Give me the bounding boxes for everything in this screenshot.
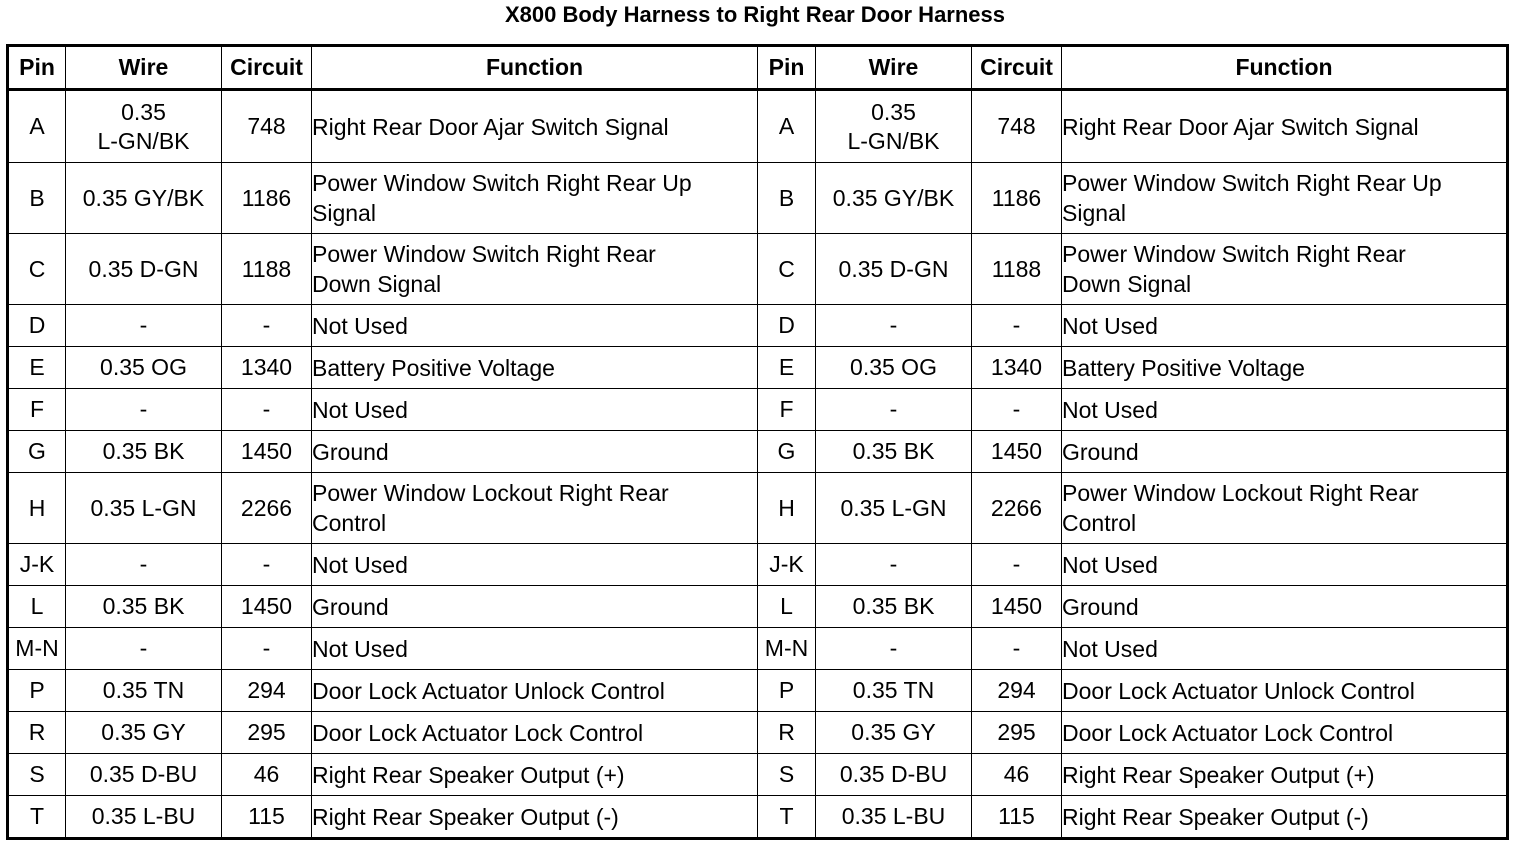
circuit-cell: -	[222, 544, 312, 586]
circuit-cell: -	[222, 389, 312, 431]
pin-cell: B	[758, 163, 816, 234]
table-row	[8, 544, 1508, 586]
table-row	[8, 586, 1508, 628]
pin-cell: M-N	[758, 628, 816, 670]
page-title: X800 Body Harness to Right Rear Door Harness	[504, 2, 1006, 27]
header-wire: Wire	[66, 46, 222, 90]
function-cell: Ground	[312, 586, 758, 628]
circuit-cell: -	[222, 305, 312, 347]
function-line: Power Window Switch Right Rear	[312, 241, 656, 267]
circuit-cell: 1188	[972, 234, 1062, 305]
circuit-cell: 1186	[972, 163, 1062, 234]
wire-cell: 0.35 GY	[66, 712, 222, 754]
wire-cell: -	[66, 389, 222, 431]
wire-cell: -	[816, 305, 972, 347]
circuit-cell: 2266	[972, 473, 1062, 544]
wire-cell: 0.35 L-GN	[816, 473, 972, 544]
wire-cell: 0.35 OG	[816, 347, 972, 389]
function-cell: Not Used	[1062, 389, 1508, 431]
wire-cell: -	[816, 389, 972, 431]
pin-cell: A	[758, 90, 816, 163]
table-row	[8, 305, 1508, 347]
circuit-cell: 1450	[222, 586, 312, 628]
table-row	[8, 163, 1508, 234]
function-cell	[1062, 163, 1508, 234]
function-cell	[312, 234, 758, 305]
function-cell: Not Used	[1062, 544, 1508, 586]
pin-cell: L	[8, 586, 66, 628]
circuit-cell: -	[972, 389, 1062, 431]
table-row	[8, 754, 1508, 796]
function-cell: Not Used	[312, 389, 758, 431]
wire-cell: 0.35 D-BU	[66, 754, 222, 796]
function-line: Power Window Switch Right Rear Up	[312, 170, 692, 196]
pin-cell: G	[758, 431, 816, 473]
wire-cell	[66, 90, 222, 163]
circuit-cell: 748	[222, 90, 312, 163]
function-cell: Battery Positive Voltage	[1062, 347, 1508, 389]
pin-cell: B	[8, 163, 66, 234]
function-cell: Door Lock Actuator Unlock Control	[1062, 670, 1508, 712]
wire-line: 0.35	[871, 98, 916, 125]
wire-cell: 0.35 D-BU	[816, 754, 972, 796]
pin-cell: H	[758, 473, 816, 544]
header-function: Function	[312, 46, 758, 90]
circuit-cell: 115	[972, 796, 1062, 839]
function-cell	[312, 473, 758, 544]
function-cell: Right Rear Speaker Output (-)	[1062, 796, 1508, 839]
function-cell	[1062, 234, 1508, 305]
function-cell: Not Used	[312, 305, 758, 347]
pin-cell: F	[8, 389, 66, 431]
circuit-cell: 1340	[222, 347, 312, 389]
header-pin: Pin	[8, 46, 66, 90]
wire-cell: -	[66, 544, 222, 586]
wire-cell: 0.35 GY/BK	[66, 163, 222, 234]
wire-cell: 0.35 L-BU	[816, 796, 972, 839]
table-row	[8, 712, 1508, 754]
function-cell: Right Rear Door Ajar Switch Signal	[312, 90, 758, 163]
function-cell: Not Used	[312, 628, 758, 670]
wire-cell: 0.35 BK	[816, 431, 972, 473]
pinout-table	[6, 44, 1509, 840]
wire-cell: 0.35 TN	[66, 670, 222, 712]
circuit-cell: 295	[972, 712, 1062, 754]
wire-cell: -	[66, 305, 222, 347]
header-function: Function	[1062, 46, 1508, 90]
wire-cell: 0.35 BK	[66, 431, 222, 473]
circuit-cell: 748	[972, 90, 1062, 163]
wire-cell: -	[816, 628, 972, 670]
circuit-cell: 294	[222, 670, 312, 712]
table-row	[8, 796, 1508, 839]
pin-cell: T	[8, 796, 66, 839]
header-circuit: Circuit	[972, 46, 1062, 90]
wire-cell: -	[66, 628, 222, 670]
header-pin: Pin	[758, 46, 816, 90]
table-row	[8, 670, 1508, 712]
circuit-cell: 46	[972, 754, 1062, 796]
table-row	[8, 473, 1508, 544]
circuit-cell: 2266	[222, 473, 312, 544]
wire-cell: 0.35 D-GN	[66, 234, 222, 305]
header-row	[8, 46, 1508, 90]
pin-cell: H	[8, 473, 66, 544]
wire-cell: 0.35 GY	[816, 712, 972, 754]
circuit-cell: 46	[222, 754, 312, 796]
pin-cell: L	[758, 586, 816, 628]
function-cell: Ground	[1062, 586, 1508, 628]
circuit-cell: 1340	[972, 347, 1062, 389]
function-line: Control	[312, 510, 387, 536]
function-cell: Door Lock Actuator Unlock Control	[312, 670, 758, 712]
circuit-cell: 1450	[222, 431, 312, 473]
function-cell: Not Used	[1062, 628, 1508, 670]
circuit-cell: -	[972, 305, 1062, 347]
function-cell	[312, 163, 758, 234]
table-row	[8, 234, 1508, 305]
pin-cell: P	[8, 670, 66, 712]
function-cell: Right Rear Speaker Output (+)	[1062, 754, 1508, 796]
function-cell: Right Rear Door Ajar Switch Signal	[1062, 90, 1508, 163]
wire-cell: 0.35 TN	[816, 670, 972, 712]
wire-cell: 0.35 D-GN	[816, 234, 972, 305]
pin-cell: R	[8, 712, 66, 754]
circuit-cell: 294	[972, 670, 1062, 712]
table-row	[8, 347, 1508, 389]
pin-cell: T	[758, 796, 816, 839]
wire-line: 0.35	[121, 98, 166, 125]
pin-cell: R	[758, 712, 816, 754]
function-cell	[1062, 473, 1508, 544]
function-cell: Door Lock Actuator Lock Control	[1062, 712, 1508, 754]
pin-cell: E	[758, 347, 816, 389]
pin-cell: D	[758, 305, 816, 347]
wire-cell: -	[816, 544, 972, 586]
wire-cell: 0.35 BK	[66, 586, 222, 628]
table-row	[8, 90, 1508, 163]
pin-cell: C	[758, 234, 816, 305]
function-cell: Door Lock Actuator Lock Control	[312, 712, 758, 754]
function-line: Down Signal	[312, 271, 442, 297]
pin-cell: S	[758, 754, 816, 796]
pin-cell: M-N	[8, 628, 66, 670]
wire-line: L-GN/BK	[847, 127, 940, 154]
function-cell: Battery Positive Voltage	[312, 347, 758, 389]
function-cell: Ground	[312, 431, 758, 473]
pin-cell: E	[8, 347, 66, 389]
function-line: Power Window Lockout Right Rear	[1062, 480, 1419, 506]
pin-cell: C	[8, 234, 66, 305]
function-line: Control	[1062, 510, 1137, 536]
table-row	[8, 431, 1508, 473]
circuit-cell: 1450	[972, 431, 1062, 473]
pin-cell: G	[8, 431, 66, 473]
function-cell: Ground	[1062, 431, 1508, 473]
circuit-cell: 1186	[222, 163, 312, 234]
circuit-cell: -	[222, 628, 312, 670]
circuit-cell: 115	[222, 796, 312, 839]
function-line: Signal	[1062, 200, 1126, 226]
pin-cell: F	[758, 389, 816, 431]
header-circuit: Circuit	[222, 46, 312, 90]
header-wire: Wire	[816, 46, 972, 90]
function-line: Power Window Switch Right Rear	[1062, 241, 1406, 267]
function-cell: Right Rear Speaker Output (+)	[312, 754, 758, 796]
pin-cell: J-K	[8, 544, 66, 586]
wire-cell: 0.35 L-GN	[66, 473, 222, 544]
table-row	[8, 389, 1508, 431]
pin-cell: D	[8, 305, 66, 347]
circuit-cell: 1188	[222, 234, 312, 305]
function-line: Power Window Switch Right Rear Up	[1062, 170, 1442, 196]
wire-cell: 0.35 GY/BK	[816, 163, 972, 234]
circuit-cell: 295	[222, 712, 312, 754]
pin-cell: A	[8, 90, 66, 163]
wire-line: L-GN/BK	[97, 127, 190, 154]
wire-cell: 0.35 BK	[816, 586, 972, 628]
pin-cell: J-K	[758, 544, 816, 586]
function-line: Signal	[312, 200, 376, 226]
function-line: Power Window Lockout Right Rear	[312, 480, 669, 506]
pin-cell: S	[8, 754, 66, 796]
wire-cell: 0.35 OG	[66, 347, 222, 389]
pin-cell: P	[758, 670, 816, 712]
function-cell: Not Used	[312, 544, 758, 586]
wire-cell: 0.35 L-BU	[66, 796, 222, 839]
wire-cell	[816, 90, 972, 163]
circuit-cell: -	[972, 544, 1062, 586]
circuit-cell: -	[972, 628, 1062, 670]
function-cell: Not Used	[1062, 305, 1508, 347]
circuit-cell: 1450	[972, 586, 1062, 628]
function-cell: Right Rear Speaker Output (-)	[312, 796, 758, 839]
table-row	[8, 628, 1508, 670]
function-line: Down Signal	[1062, 271, 1192, 297]
